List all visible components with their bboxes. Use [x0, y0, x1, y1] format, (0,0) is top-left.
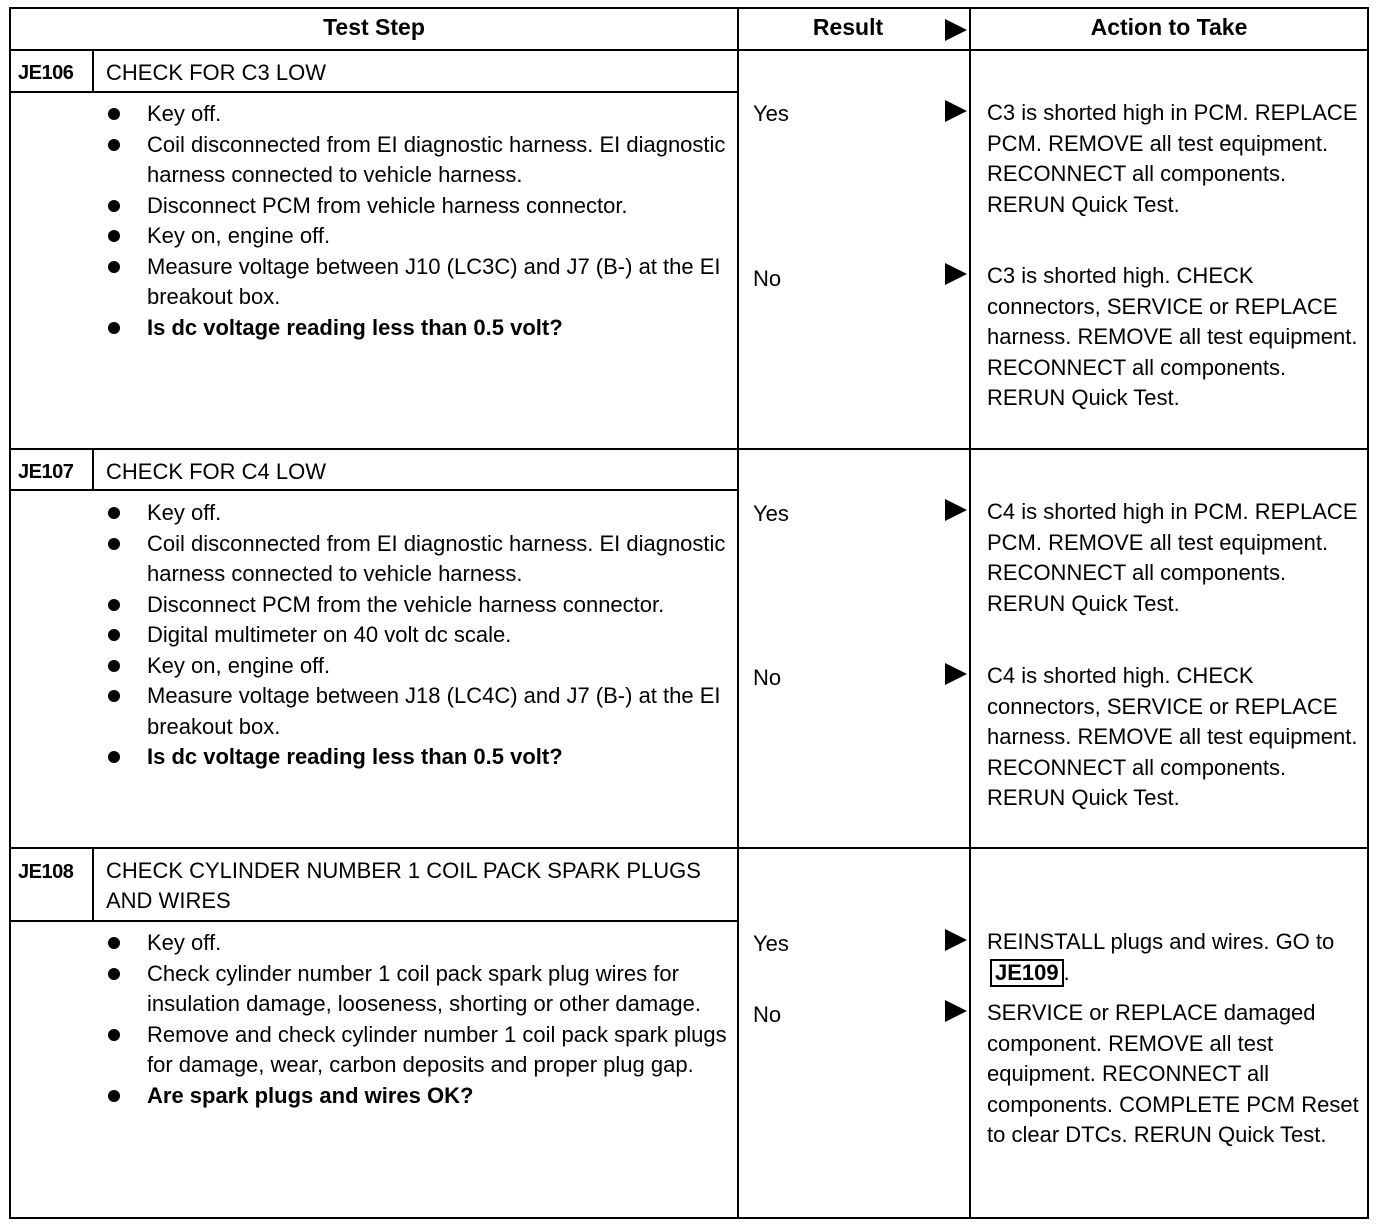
action-yes-je107: C4 is shorted high in PCM. REPLACE PCM. REMOVE all test equipment. RECONNECT all components. RERUN Quick Test. — [987, 499, 1358, 616]
title-divider — [9, 489, 737, 491]
action-no-je108: SERVICE or REPLACE damaged component. REMOVE all test equipment. RECONNECT all components. COMPLETE PCM Reset to clear DTCs. RERUN Quick Test. — [987, 1000, 1359, 1147]
row-divider — [9, 448, 1369, 450]
header-divider — [9, 49, 1369, 51]
column-divider-action — [969, 7, 971, 1219]
list-item: Key off. — [107, 498, 727, 529]
arrow-right-icon — [945, 663, 967, 685]
title-divider — [9, 920, 737, 922]
action-yes-text: REINSTALL plugs and wires. GO to — [987, 929, 1335, 954]
step-code-je106: JE106 — [18, 62, 74, 84]
step-list-je106 — [107, 99, 727, 343]
header-result: Result — [812, 14, 884, 40]
step-reference-je109[interactable]: JE109 — [990, 959, 1064, 987]
arrow-right-icon — [945, 499, 967, 521]
result-no: No — [753, 266, 782, 291]
step-title-je106: CHECK FOR C3 LOW — [106, 60, 327, 85]
step-code-je108: JE108 — [18, 861, 74, 883]
list-item: Measure voltage between J10 (LC3C) and J7 (B-) at the EI breakout box. — [107, 252, 727, 313]
step-list-je108 — [107, 928, 727, 1111]
list-item-question: Is dc voltage reading less than 0.5 volt? — [107, 742, 727, 773]
list-item: Key off. — [107, 928, 727, 959]
list-item: Check cylinder number 1 coil pack spark plug wires for insulation damage, looseness, shorting or other damage. — [107, 959, 727, 1020]
step-title-je107: CHECK FOR C4 LOW — [106, 459, 327, 484]
list-item: Disconnect PCM from vehicle harness connector. — [107, 191, 727, 222]
column-divider-result — [737, 7, 739, 1219]
step-list-je107 — [107, 498, 727, 773]
list-item: Disconnect PCM from the vehicle harness connector. — [107, 590, 727, 621]
result-no: No — [753, 665, 782, 690]
action-yes-je108 — [987, 927, 1367, 988]
header-test-step: Test Step — [323, 14, 425, 40]
list-item: Coil disconnected from EI diagnostic harness. EI diagnostic harness connected to vehicle harness. — [107, 529, 727, 590]
step-title-je108: CHECK CYLINDER NUMBER 1 COIL PACK SPARK PLUGS AND WIRES — [106, 858, 701, 913]
arrow-right-icon — [945, 263, 967, 285]
list-item: Remove and check cylinder number 1 coil pack spark plugs for damage, wear, carbon deposits and proper plug gap. — [107, 1020, 727, 1081]
result-yes: Yes — [753, 931, 789, 956]
result-no: No — [753, 1002, 782, 1027]
list-item: Key off. — [107, 99, 727, 130]
action-no-je106: C3 is shorted high. CHECK connectors, SERVICE or REPLACE harness. REMOVE all test equipment. RECONNECT all components. RERUN Quick Test. — [987, 263, 1358, 410]
code-divider — [92, 51, 94, 92]
code-divider — [92, 849, 94, 921]
step-code-je107: JE107 — [18, 461, 74, 483]
list-item-question: Are spark plugs and wires OK? — [107, 1081, 727, 1112]
list-item: Digital multimeter on 40 volt dc scale. — [107, 620, 727, 651]
action-yes-je106: C3 is shorted high in PCM. REPLACE PCM. REMOVE all test equipment. RECONNECT all components. RERUN Quick Test. — [987, 100, 1358, 217]
list-item: Key on, engine off. — [107, 651, 727, 682]
arrow-right-icon — [945, 19, 967, 41]
arrow-right-icon — [945, 929, 967, 951]
action-no-je107: C4 is shorted high. CHECK connectors, SERVICE or REPLACE harness. REMOVE all test equipment. RECONNECT all components. RERUN Quick Test. — [987, 663, 1358, 810]
row-divider — [9, 847, 1369, 849]
arrow-right-icon — [945, 1000, 967, 1022]
list-item-question: Is dc voltage reading less than 0.5 volt? — [107, 313, 727, 344]
list-item: Key on, engine off. — [107, 221, 727, 252]
title-divider — [9, 91, 737, 93]
result-yes: Yes — [753, 101, 789, 126]
action-yes-suffix: . — [1063, 959, 1070, 985]
code-divider — [92, 450, 94, 491]
result-yes: Yes — [753, 501, 789, 526]
arrow-right-icon — [945, 100, 967, 122]
list-item: Coil disconnected from EI diagnostic harness. EI diagnostic harness connected to vehicle harness. — [107, 130, 727, 191]
list-item: Measure voltage between J18 (LC4C) and J7 (B-) at the EI breakout box. — [107, 681, 727, 742]
header-action: Action to Take — [1090, 14, 1248, 40]
